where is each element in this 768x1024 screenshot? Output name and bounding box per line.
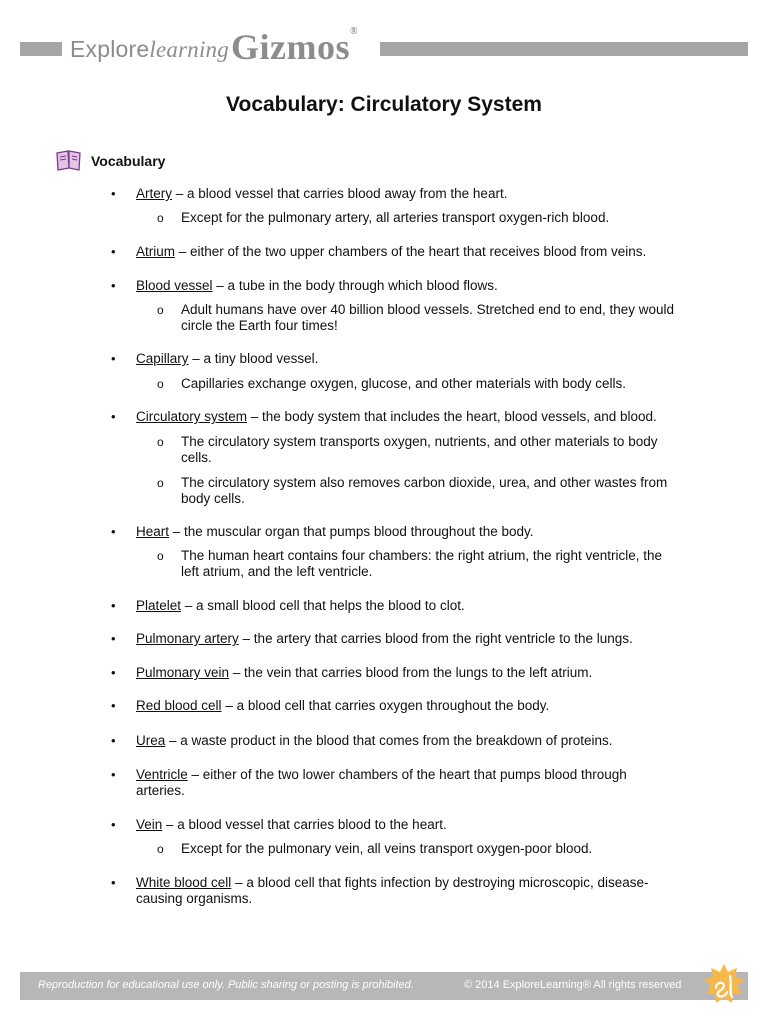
vocab-definition: – a blood vessel that carries blood away from the heart.: [172, 186, 508, 201]
section-label: Vocabulary: [91, 153, 166, 169]
vocab-entry: [136, 698, 676, 714]
vocab-term: Circulatory system: [136, 409, 248, 424]
vocab-entry: [136, 733, 676, 749]
vocab-term: Vein: [136, 817, 163, 832]
bullet-icon: •: [111, 698, 116, 713]
vocab-term: Blood vessel: [136, 278, 213, 293]
vocab-entry: [136, 665, 676, 681]
vocab-note-text: Capillaries exchange oxygen, glucose, and other materials with body cells.: [181, 376, 626, 391]
bullet-icon: •: [111, 631, 116, 646]
brand-gizmos: Gizmos®: [231, 26, 358, 67]
vocab-term: Artery: [136, 186, 173, 201]
bullet-icon: •: [111, 875, 116, 890]
vocab-definition: – a tube in the body through which blood flows.: [212, 278, 498, 293]
vocab-definition: – the muscular organ that pumps blood throughout the body.: [169, 524, 534, 539]
page-footer: [20, 972, 748, 1000]
vocab-term: Platelet: [136, 598, 182, 613]
vocab-term: Pulmonary artery: [136, 631, 239, 646]
vocab-term: White blood cell: [136, 875, 232, 890]
vocab-term: Urea: [136, 733, 166, 748]
vocab-definition: – either of the two lower chambers of the heart that pumps blood through arteries.: [136, 767, 627, 798]
vocab-entry: [136, 186, 676, 202]
vocab-definition: – the body system that includes the heart, blood vessels, and blood.: [247, 409, 657, 424]
bullet-icon: •: [111, 244, 116, 259]
vocab-term: Ventricle: [136, 767, 188, 782]
sub-bullet-icon: o: [157, 476, 164, 490]
vocab-definition: – a tiny blood vessel.: [188, 351, 319, 366]
footer-notice: Reproduction for educational use only. Public sharing or posting is prohibited.: [38, 979, 414, 991]
vocab-term: Heart: [136, 524, 170, 539]
header-bar-left: [20, 42, 62, 56]
bullet-icon: •: [111, 409, 116, 424]
bullet-icon: •: [111, 524, 116, 539]
vocab-entry: [136, 631, 676, 647]
bullet-icon: •: [111, 278, 116, 293]
vocab-definition: – a waste product in the blood that comes from the breakdown of proteins.: [165, 733, 613, 748]
bullet-icon: •: [111, 733, 116, 748]
vocab-note-text: Except for the pulmonary vein, all veins transport oxygen-poor blood.: [181, 841, 593, 856]
vocab-term: Pulmonary vein: [136, 665, 230, 680]
sub-bullet-icon: o: [157, 377, 164, 391]
vocab-entry: [136, 524, 676, 540]
book-icon: [55, 149, 83, 171]
sub-bullet-icon: o: [157, 842, 164, 856]
sub-bullet-icon: o: [157, 211, 164, 225]
bullet-icon: •: [111, 351, 116, 366]
footer-copyright: © 2014 ExploreLearning® All rights reserved: [464, 979, 682, 991]
vocab-definition: – a blood vessel that carries blood to the heart.: [162, 817, 447, 832]
vocab-entry: [136, 817, 676, 833]
vocab-definition: – a blood cell that carries oxygen throughout the body.: [221, 698, 550, 713]
vocab-definition: – the artery that carries blood from the right ventricle to the lungs.: [238, 631, 633, 646]
vocab-note-text: Except for the pulmonary artery, all arteries transport oxygen-rich blood.: [181, 210, 610, 225]
vocab-definition: – either of the two upper chambers of the heart that receives blood from veins.: [175, 244, 647, 259]
header-bar-right: [380, 42, 748, 56]
vocab-note-text: The circulatory system transports oxygen, nutrients, and other materials to body cells.: [181, 434, 658, 465]
vocab-definition: – a blood cell that fights infection by destroying microscopic, disease-causing organisms.: [136, 875, 649, 906]
brand-wordmark: Explorelearning: [70, 36, 229, 62]
bullet-icon: •: [111, 767, 116, 782]
vocab-term: Capillary: [136, 351, 189, 366]
page-title: Vocabulary: Circulatory System: [226, 93, 542, 116]
bullet-icon: •: [111, 186, 116, 201]
page-header: [0, 26, 768, 70]
bullet-icon: •: [111, 817, 116, 832]
sub-bullet-icon: o: [157, 303, 164, 317]
bullet-icon: •: [111, 665, 116, 680]
vocab-entry: [136, 244, 676, 260]
vocab-entry: [136, 767, 676, 799]
vocab-definition: – a small blood cell that helps the blood to clot.: [181, 598, 465, 613]
vocab-entry: [136, 351, 676, 367]
vocab-term: Atrium: [136, 244, 176, 259]
vocab-entry: [136, 278, 676, 294]
vocab-entry: [136, 409, 676, 425]
vocab-note-text: The human heart contains four chambers: the right atrium, the right ventricle, the left atrium, and the left ventricle.: [181, 548, 662, 579]
vocab-entry: [136, 598, 676, 614]
el-logo-icon: [702, 962, 746, 1006]
vocab-term: Red blood cell: [136, 698, 222, 713]
sub-bullet-icon: o: [157, 435, 164, 449]
sub-bullet-icon: o: [157, 549, 164, 563]
bullet-icon: •: [111, 598, 116, 613]
vocab-entry: [136, 875, 676, 907]
vocab-note-text: Adult humans have over 40 billion blood vessels. Stretched end to end, they would circle the Earth four times!: [181, 302, 675, 333]
vocab-definition: – the vein that carries blood from the lungs to the left atrium.: [229, 665, 593, 680]
vocab-note-text: The circulatory system also removes carbon dioxide, urea, and other wastes from body cells.: [181, 475, 668, 506]
